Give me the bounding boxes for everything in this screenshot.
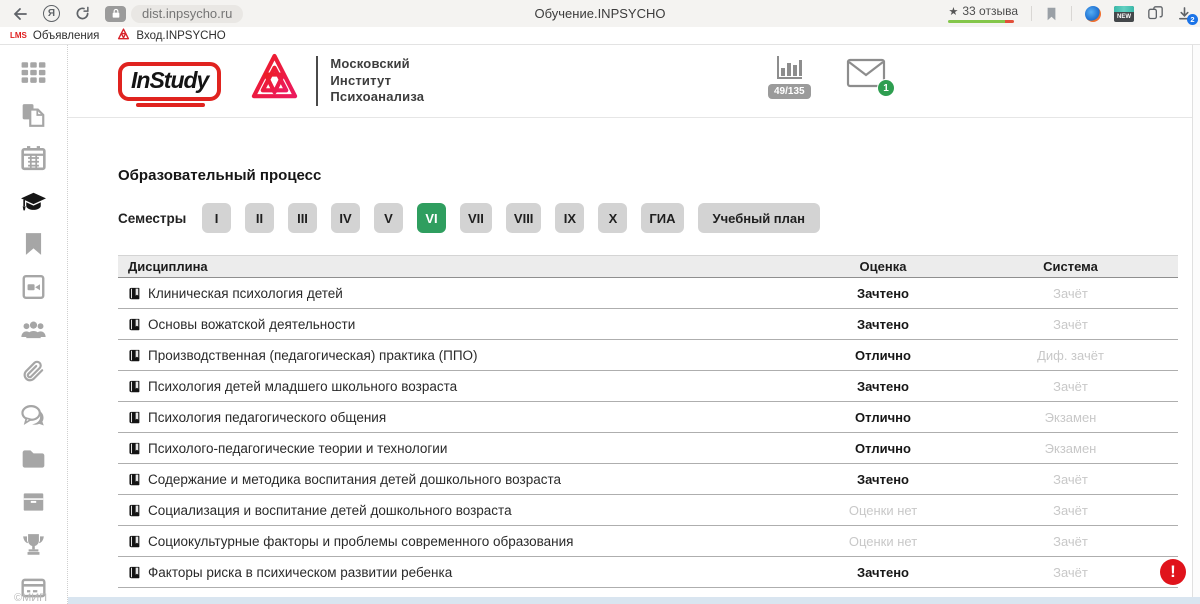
horizontal-scrollbar[interactable] xyxy=(68,597,1200,604)
alert-icon[interactable]: ! xyxy=(1160,559,1186,585)
video-file-icon xyxy=(20,274,47,300)
book-icon xyxy=(128,504,141,517)
grade-cell: Отлично xyxy=(855,409,911,425)
discipline-name: Психолого-педагогические теории и технологии xyxy=(148,440,448,456)
url-text[interactable]: dist.inpsycho.ru xyxy=(131,5,243,23)
downloads-icon[interactable] xyxy=(1177,6,1195,24)
col-system: Система xyxy=(1043,259,1098,274)
reviews-count: 33 отзыва xyxy=(962,4,1018,18)
progress-widget[interactable] xyxy=(768,54,811,99)
collections-icon[interactable] xyxy=(1147,6,1164,21)
page-scrollbar[interactable] xyxy=(1192,45,1200,604)
system-cell: Экзамен xyxy=(1044,440,1097,456)
sidebar-item-archive[interactable] xyxy=(19,488,49,516)
discipline-name: Социокультурные факторы и проблемы современного образования xyxy=(148,533,574,549)
browser-toolbar xyxy=(0,0,1200,27)
semester-button-IV[interactable]: IV xyxy=(331,203,360,233)
col-grade: Оценка xyxy=(859,259,907,274)
discipline-cell[interactable] xyxy=(118,441,803,456)
semester-button-VIII[interactable]: VIII xyxy=(506,203,542,233)
book-icon xyxy=(128,287,141,300)
sidebar-nav xyxy=(0,45,68,604)
semester-button-ГИА[interactable]: ГИА xyxy=(641,203,683,233)
bar-chart-icon xyxy=(774,54,804,82)
discipline-cell[interactable] xyxy=(118,317,803,332)
sidebar-item-graduation-cap[interactable] xyxy=(19,187,49,215)
system-cell: Зачёт xyxy=(1053,502,1088,518)
extension-new-icon[interactable] xyxy=(1114,6,1134,22)
calendar-icon xyxy=(20,145,47,171)
table-row[interactable] xyxy=(118,464,1178,495)
bookmark-item-mip-triangle[interactable] xyxy=(117,28,225,44)
grade-cell: Зачтено xyxy=(857,378,909,394)
address-bar[interactable] xyxy=(105,5,243,23)
table-body xyxy=(118,278,1178,588)
sidebar-item-folder[interactable] xyxy=(19,445,49,473)
rating-bar xyxy=(948,20,1014,23)
lms-icon: LMS xyxy=(10,31,27,40)
col-discipline: Дисциплина xyxy=(128,259,208,274)
grade-cell: Отлично xyxy=(855,347,911,363)
system-cell: Зачёт xyxy=(1053,564,1088,580)
system-cell: Зачёт xyxy=(1053,285,1088,301)
semester-selector xyxy=(118,203,1192,233)
discipline-cell[interactable] xyxy=(118,379,803,394)
semester-button-V[interactable]: V xyxy=(374,203,403,233)
discipline-cell[interactable] xyxy=(118,534,803,549)
semester-buttons xyxy=(202,203,684,233)
table-row[interactable] xyxy=(118,278,1178,309)
bookmark-label: Объявления xyxy=(32,29,100,42)
bookmark-item-lms[interactable] xyxy=(10,30,99,42)
book-icon xyxy=(128,473,141,486)
users-icon xyxy=(20,317,47,343)
curriculum-plan-button[interactable]: Учебный план xyxy=(698,203,820,233)
table-row[interactable] xyxy=(118,495,1178,526)
sidebar-item-bookmark[interactable] xyxy=(19,230,49,258)
semester-button-VII[interactable]: VII xyxy=(460,203,492,233)
graduation-cap-icon xyxy=(20,188,47,214)
new-badge: NEW xyxy=(1117,13,1131,20)
instudy-logo[interactable]: InStudy xyxy=(118,62,221,101)
bookmark-label: Вход.INPSYCHO xyxy=(136,29,226,42)
book-icon xyxy=(128,442,141,455)
discipline-cell[interactable] xyxy=(118,348,803,363)
star-icon: ★ xyxy=(948,5,959,18)
book-icon xyxy=(128,318,141,331)
discipline-name: Психология детей младшего школьного возраста xyxy=(148,378,458,394)
mail-widget[interactable] xyxy=(846,58,889,94)
discipline-cell[interactable] xyxy=(118,503,803,518)
book-icon xyxy=(128,349,141,362)
table-row[interactable] xyxy=(118,433,1178,464)
table-row[interactable] xyxy=(118,526,1178,557)
table-row[interactable] xyxy=(118,402,1178,433)
discipline-name: Производственная (педагогическая) практика (ППО) xyxy=(148,347,478,363)
documents-icon xyxy=(20,102,47,128)
sidebar-item-calendar[interactable] xyxy=(19,144,49,172)
system-cell: Зачёт xyxy=(1053,533,1088,549)
back-icon[interactable] xyxy=(12,6,28,22)
table-row[interactable] xyxy=(118,309,1178,340)
semester-button-III[interactable]: III xyxy=(288,203,317,233)
grade-cell: Зачтено xyxy=(857,316,909,332)
lock-icon[interactable] xyxy=(105,6,126,22)
copyright: ©МИП xyxy=(14,592,48,604)
system-cell: Зачёт xyxy=(1053,316,1088,332)
table-row[interactable] xyxy=(118,340,1178,371)
mail-count-badge: 1 xyxy=(877,79,895,97)
discipline-name: Основы вожатской деятельности xyxy=(148,316,356,332)
disciplines-table xyxy=(118,255,1178,588)
sidebar-item-trophy[interactable] xyxy=(19,531,49,559)
mip-triangle-icon xyxy=(117,28,130,44)
apps-grid-icon xyxy=(20,59,47,85)
yandex-services-icon[interactable]: Я xyxy=(43,5,60,22)
archive-icon xyxy=(20,489,47,515)
discipline-cell[interactable] xyxy=(118,565,803,580)
grade-cell: Зачтено xyxy=(857,471,909,487)
tab-title: Обучение.INPSYCHO xyxy=(534,6,666,21)
discipline-name: Факторы риска в психическом развитии ребенка xyxy=(148,564,453,580)
sidebar-item-apps-grid[interactable] xyxy=(19,58,49,86)
discipline-cell[interactable] xyxy=(118,472,803,487)
semester-button-II[interactable]: II xyxy=(245,203,274,233)
system-cell: Экзамен xyxy=(1044,409,1097,425)
semester-button-IX[interactable]: IX xyxy=(555,203,584,233)
institute-name: Московский Институт Психоанализа xyxy=(316,56,424,107)
bookmarks-bar xyxy=(0,27,1200,45)
sidebar-item-documents[interactable] xyxy=(19,101,49,129)
system-cell: Зачёт xyxy=(1053,378,1088,394)
mip-triangle-logo[interactable] xyxy=(247,51,302,111)
bookmark-page-icon[interactable] xyxy=(1045,7,1058,21)
book-icon xyxy=(128,380,141,393)
table-row[interactable] xyxy=(118,371,1178,402)
semesters-label: Семестры xyxy=(118,210,187,226)
downloads-badge: 2 xyxy=(1187,14,1198,25)
system-cell: Диф. зачёт xyxy=(1037,347,1104,363)
folder-icon xyxy=(20,446,47,472)
sidebar-item-chat[interactable] xyxy=(19,402,49,430)
discipline-cell[interactable] xyxy=(118,410,803,425)
trophy-icon xyxy=(20,532,47,558)
site-header xyxy=(68,45,1192,118)
grade-cell: Отлично xyxy=(855,440,911,456)
table-row[interactable] xyxy=(118,557,1178,588)
progress-badge: 49/135 xyxy=(768,84,811,99)
book-icon xyxy=(128,411,141,424)
discipline-name: Социализация и воспитание детей дошкольного возраста xyxy=(148,502,512,518)
bookmark-icon xyxy=(20,231,47,257)
paperclip-icon xyxy=(20,360,47,386)
sidebar-item-paperclip[interactable] xyxy=(19,359,49,387)
page-title: Образовательный процесс xyxy=(118,167,322,184)
grade-cell: Зачтено xyxy=(857,285,909,301)
reviews-widget[interactable] xyxy=(948,4,1018,23)
sidebar-item-video-file[interactable] xyxy=(19,273,49,301)
grade-cell: Зачтено xyxy=(857,564,909,580)
grade-cell: Оценки нет xyxy=(848,502,918,518)
system-cell: Зачёт xyxy=(1053,471,1088,487)
grade-cell: Оценки нет xyxy=(848,533,918,549)
discipline-name: Психология педагогического общения xyxy=(148,409,387,425)
book-icon xyxy=(128,535,141,548)
table-header xyxy=(118,255,1178,278)
discipline-name: Содержание и методика воспитания детей дошкольного возраста xyxy=(148,471,562,487)
discipline-name: Клиническая психология детей xyxy=(148,285,343,301)
book-icon xyxy=(128,566,141,579)
chat-icon xyxy=(20,403,47,429)
discipline-cell[interactable] xyxy=(118,286,803,301)
semester-button-X[interactable]: X xyxy=(598,203,627,233)
semester-button-VI[interactable]: VI xyxy=(417,203,446,233)
extension-sphere-icon[interactable] xyxy=(1085,6,1101,22)
refresh-icon[interactable] xyxy=(75,6,90,21)
sidebar-item-users[interactable] xyxy=(19,316,49,344)
semester-button-I[interactable]: I xyxy=(202,203,231,233)
